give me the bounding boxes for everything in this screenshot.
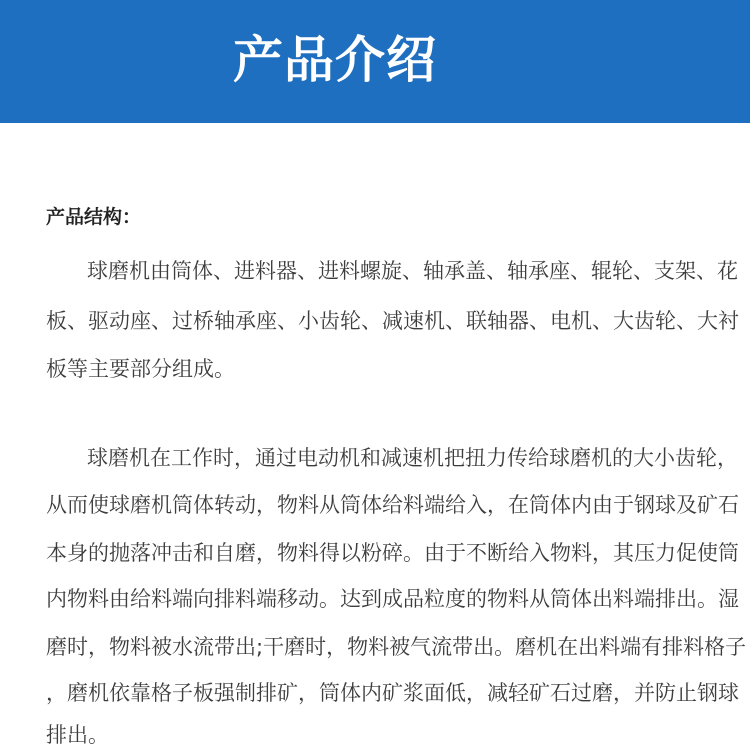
- paragraph-line: 球磨机由筒体、进料器、进料螺旋、轴承盖、轴承座、辊轮、支架、花: [87, 259, 738, 283]
- paragraph-line: 板、驱动座、过桥轴承座、小齿轮、减速机、联轴器、电机、大齿轮、大衬: [46, 309, 739, 333]
- paragraph-line: 内物料由给料端向排料端移动。达到成品粒度的物料从筒体出料端排出。湿: [46, 587, 739, 611]
- section-heading: 产品结构：: [46, 206, 142, 228]
- header-banner: [0, 0, 750, 123]
- paragraph-line: 磨时，物料被水流带出;干磨时，物料被气流带出。磨机在出料端有排料格子: [46, 635, 747, 659]
- paragraph-line: 本身的抛落冲击和自磨，物料得以粉碎。由于不断给入物料，其压力促使筒: [46, 541, 739, 565]
- page-title: 产品介绍: [233, 31, 437, 89]
- paragraph-line: 球磨机在工作时，通过电动机和减速机把扭力传给球磨机的大小齿轮，: [87, 446, 738, 470]
- paragraph-line: ，磨机依靠格子板强制排矿，筒体内矿浆面低，减轻矿石过磨，并防止钢球: [46, 681, 739, 705]
- paragraph-line: 板等主要部分组成。: [46, 357, 235, 381]
- paragraph-line: 从而使球磨机筒体转动，物料从筒体给料端给入，在筒体内由于钢球及矿石: [46, 493, 739, 517]
- paragraph-line: 排出。: [46, 723, 109, 747]
